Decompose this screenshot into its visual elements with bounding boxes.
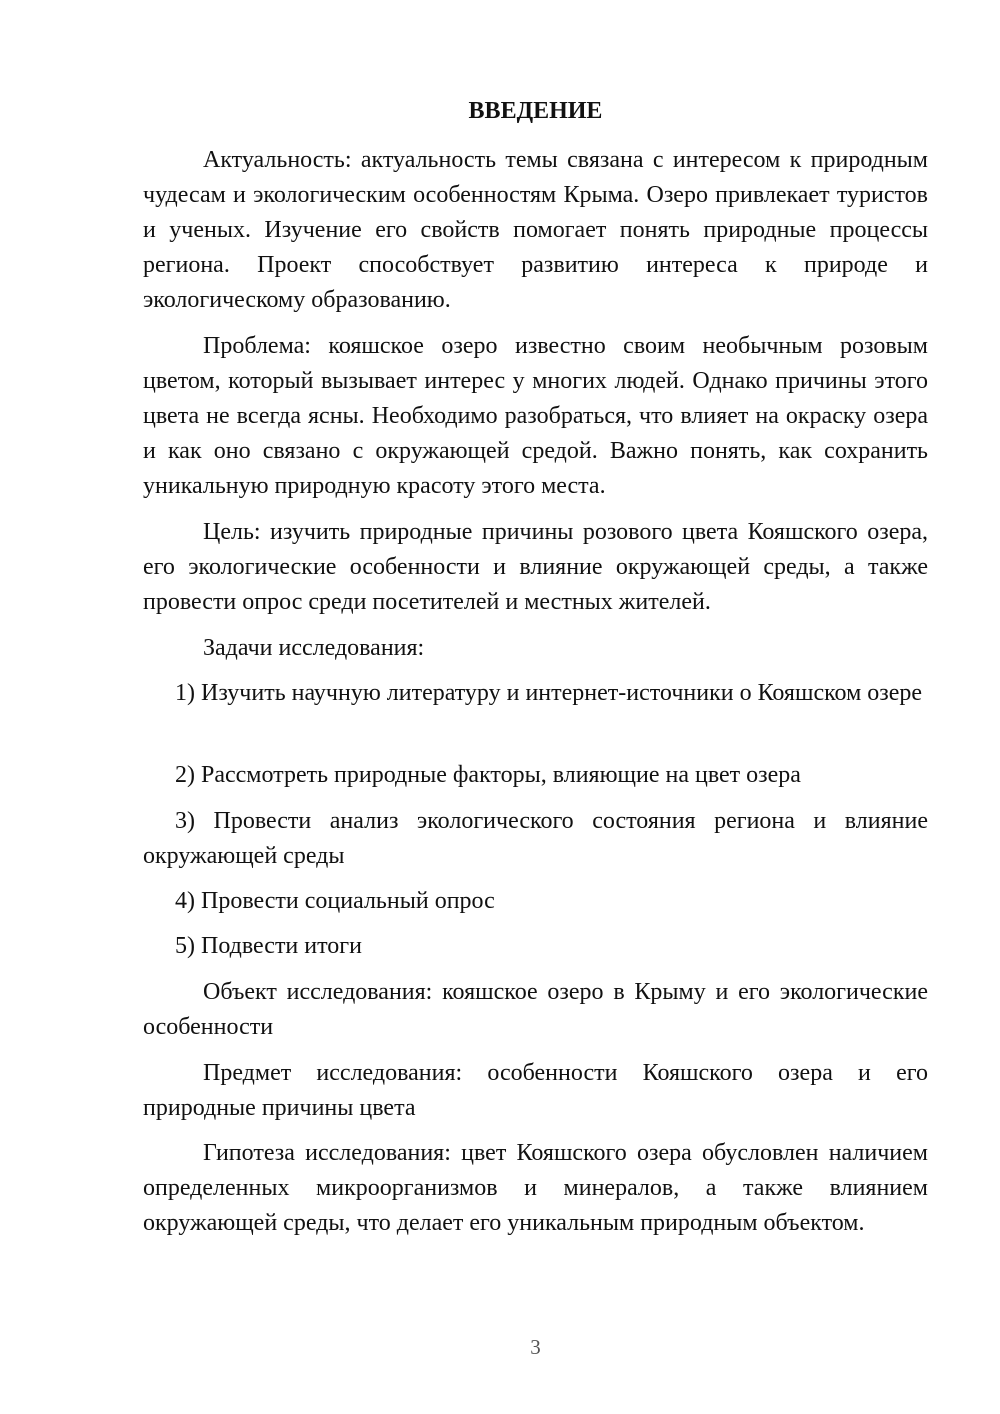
- task-item-3: 3) Провести анализ экологического состояния региона и влияние окружающей среды: [143, 808, 928, 869]
- subject-paragraph: Предмет исследования: особенности Кояшского озера и его природные причины цвета: [143, 1060, 928, 1121]
- task-item-1: 1) Изучить научную литературу и интернет-источники о Кояшском озере: [175, 680, 923, 706]
- section-title: ВВЕДЕНИЕ: [468, 98, 603, 124]
- page-number: 3: [530, 1335, 541, 1359]
- tasks-heading: Задачи исследования:: [203, 635, 425, 661]
- object-paragraph: Объект исследования: кояшское озеро в Крыму и его экологические особенности: [143, 979, 928, 1040]
- problem-paragraph: Проблема: кояшское озеро известно своим необычным розовым цветом, который вызывает интерес у многих людей. Однако причины этого цвета не всегда ясны. Необходимо разобраться, что влияет на окраску озера и как оно связано с окружающей средой. Важно понять, как сохранить уникальную природную красоту этого места.: [143, 333, 928, 499]
- task-item-5: 5) Подвести итоги: [175, 933, 362, 959]
- task-item-4: 4) Провести социальный опрос: [175, 888, 495, 914]
- goal-paragraph: Цель: изучить природные причины розового цвета Кояшского озера, его экологические особенности и влияние окружающей среды, а также провести опрос среди посетителей и местных жителей.: [143, 519, 928, 615]
- hypothesis-paragraph: Гипотеза исследования: цвет Кояшского озера обусловлен наличием определенных микроорганизмов и минералов, а также влиянием окружающей среды, что делает его уникальным природным объектом.: [143, 1140, 928, 1236]
- task-item-2: 2) Рассмотреть природные факторы, влияющие на цвет озера: [175, 762, 801, 788]
- relevance-paragraph: Актуальность: актуальность темы связана с интересом к природным чудесам и экологическим особенностям Крыма. Озеро привлекает туристов и ученых. Изучение его свойств помогает понять природные процессы региона. Проект способствует развитию интереса к природе и экологическому образованию.: [143, 147, 928, 313]
